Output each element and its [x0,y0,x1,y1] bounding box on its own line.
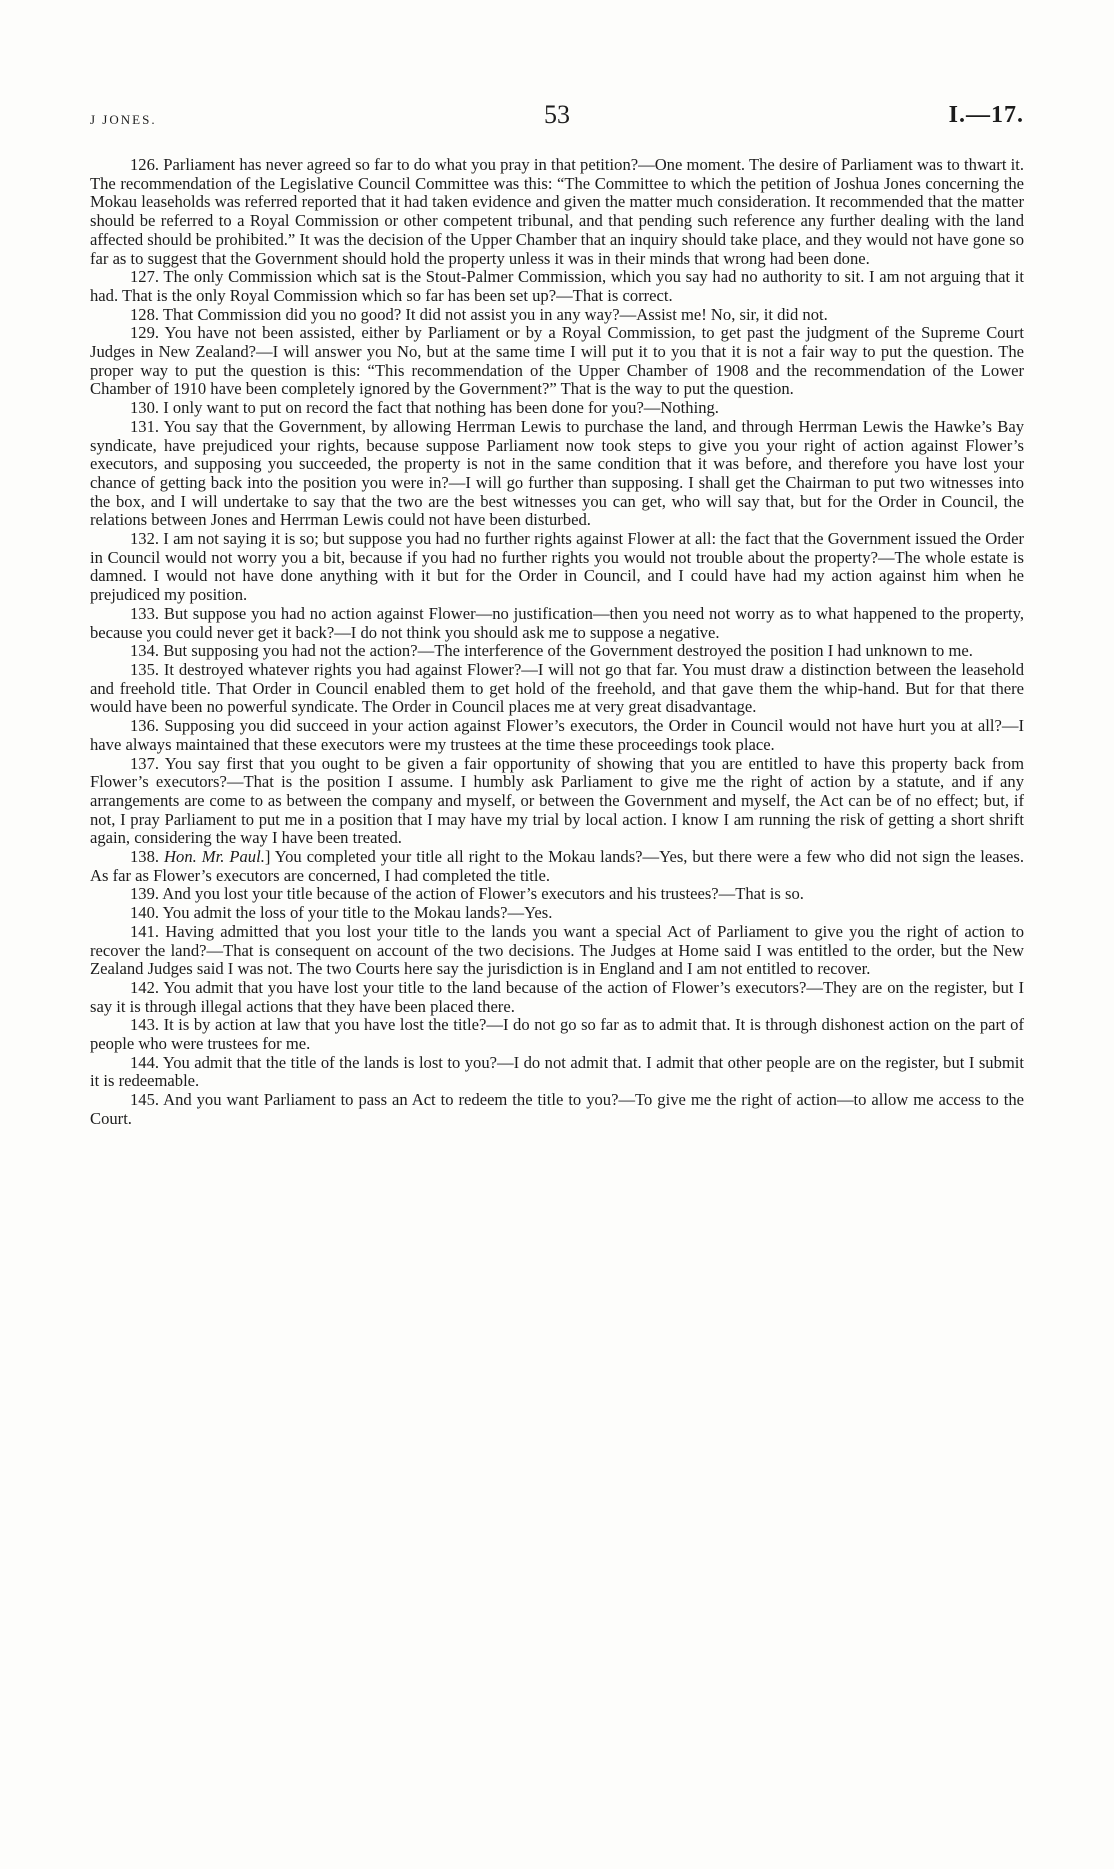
question-136: 136. Supposing you did succeed in your action against Flower’s executors, the Order in Council would not have hurt you at all?—I have always maintained that these executors were my trustees at the time these proceedings took place. [90,716,1024,754]
question-144: 144. You admit that the title of the lands is lost to you?—I do not admit that. I admit that other people are on the register, but I submit it is redeemable. [90,1052,1024,1091]
question-138-text: ] You completed your title all right to the Mokau lands?—Yes, but there were a few who did not sign the leases. As far as Flower’s executors are concerned, I had completed the title. [90,847,1024,885]
question-132: 132. I am not saying it is so; but suppose you had no further rights against Flower at all: the fact that the Government issued the Order in Council would not worry you a bit, because if you had no further rights you would not trouble about the property?—The whole estate is damned. I would not have done anything with it but for the Order in Council, and I could have had my action against him when he prejudiced my position. [90,529,1024,605]
question-142: 142. You admit that you have lost your title to the land because of the action of Flower’s executors?—They are on the register, but I say it is through illegal actions that they have been placed there. [90,977,1024,1016]
evidence-body [90,156,1024,1129]
question-138 [90,848,1024,885]
question-140: 140. You admit the loss of your title to the Mokau lands?—Yes. [130,903,553,923]
question-134: 134. But supposing you had not the action?—The interference of the Government destroyed the position I had unknown to me. [130,641,973,661]
document-page [90,100,1024,1129]
document-reference: I.—17. [948,102,1024,128]
question-138-number: 138. [130,847,165,867]
question-127: 127. The only Commission which sat is the Stout-Palmer Commission, which you say had no authority to sit. I am not arguing that it had. That is the only Royal Commission which so far has been set up?—That is correct. [90,267,1024,305]
running-header [90,100,1024,134]
question-143: 143. It is by action at law that you have lost the title?—I do not go so far as to admit that. It is through dishonest action on the part of people who were trustees for me. [90,1015,1024,1054]
header-witness-name: J JONES. [90,112,157,127]
question-129: 129. You have not been assisted, either by Parliament or by a Royal Commission, to get past the judgment of the Supreme Court Judges in New Zealand?—I will answer you No, but at the same time I will put it to you that it is not a fair way to put the question. The proper way to put the question is this: “This recommendation of the Upper Chamber of 1908 and the recommendation of the Lower Chamber of 1910 have been completely ignored by the Government?” That is the way to put the question. [90,323,1024,399]
question-139: 139. And you lost your title because of the action of Flower’s executors and his trustees?—That is so. [130,884,804,904]
question-145: 145. And you want Parliament to pass an Act to redeem the title to you?—To give me the right of action—to allow me access to the Court. [90,1090,1024,1128]
question-135: 135. It destroyed whatever rights you had against Flower?—I will not go that far. You must draw a distinction between the leasehold and freehold title. That Order in Council enabled them to get hold of the freehold, and that gave them the whip-hand. But for that there would have been no powerful syndicate. The Order in Council places me at very great disadvantage. [90,659,1024,717]
question-141: 141. Having admitted that you lost your title to the lands you want a special Act of Parliament to give you the right of action to recover the land?—That is consequent on account of the two decisions. The Judges at Home said I was entitled to the order, but the New Zealand Judges said I was not. The two Courts here say the jurisdiction is in England and I am not entitled to recover. [90,921,1024,979]
question-133: 133. But suppose you had no action against Flower—no justification—then you need not worry as to what happened to the property, because you could never get it back?—I do not think you should ask me to suppose a negative. [90,603,1024,642]
question-131: 131. You say that the Government, by allowing Herrman Lewis to purchase the land, and through Herrman Lewis the Hawke’s Bay syndicate, have prejudiced your rights, because suppose Parliament now took steps to give you your right of action against Flower’s executors, and supposing you succeeded, the property is not in the same condition that it was before, and therefore you have lost your chance of getting back into the position you were in?—I will go further than supposing. I shall get the Chairman to put two witnesses into the box, and I will undertake to say that the two are the best witnesses you can get, who will say that, but for the Order in Council, the relations between Jones and Herrman Lewis could not have been disturbed. [90,416,1024,530]
question-128: 128. That Commission did you no good? It did not assist you in any way?—Assist me! No, sir, it did not. [130,304,828,324]
question-130: 130. I only want to put on record the fact that nothing has been done for you?—Nothing. [130,398,719,418]
question-137: 137. You say first that you ought to be given a fair opportunity of showing that you are entitled to have this property back from Flower’s executors?—That is the position I assume. I humbly ask Parliament to give me the right of action by a statute, and if any arrangements are come to as between the company and myself, or between the Government and myself, the Act can be of no effect; but, if not, I pray Parliament to put me in a position that I may have my trial by local action. I know I am running the risk of getting a short shrift again, considering the way I have been treated. [90,753,1024,848]
page-number: 53 [544,100,570,129]
question-126: 126. Parliament has never agreed so far to do what you pray in that petition?—One moment. The desire of Parliament was to thwart it. The recommendation of the Legislative Council Committee was this: “The Committee to which the petition of Joshua Jones concerning the Mokau leaseholds was referred reported that it had taken evidence and given the matter much consideration. It recommended that the matter should be referred to a Royal Commission or other competent tribunal, and that pending such reference any further dealing with the land affected should be prohibited.” It was the decision of the Upper Chamber that an inquiry should take place, and they would not have gone so far as to suggest that the Government should hold the property unless it was in their minds that wrong had been done. [90,155,1024,268]
speaker-name: Hon. Mr. Paul. [164,847,265,867]
